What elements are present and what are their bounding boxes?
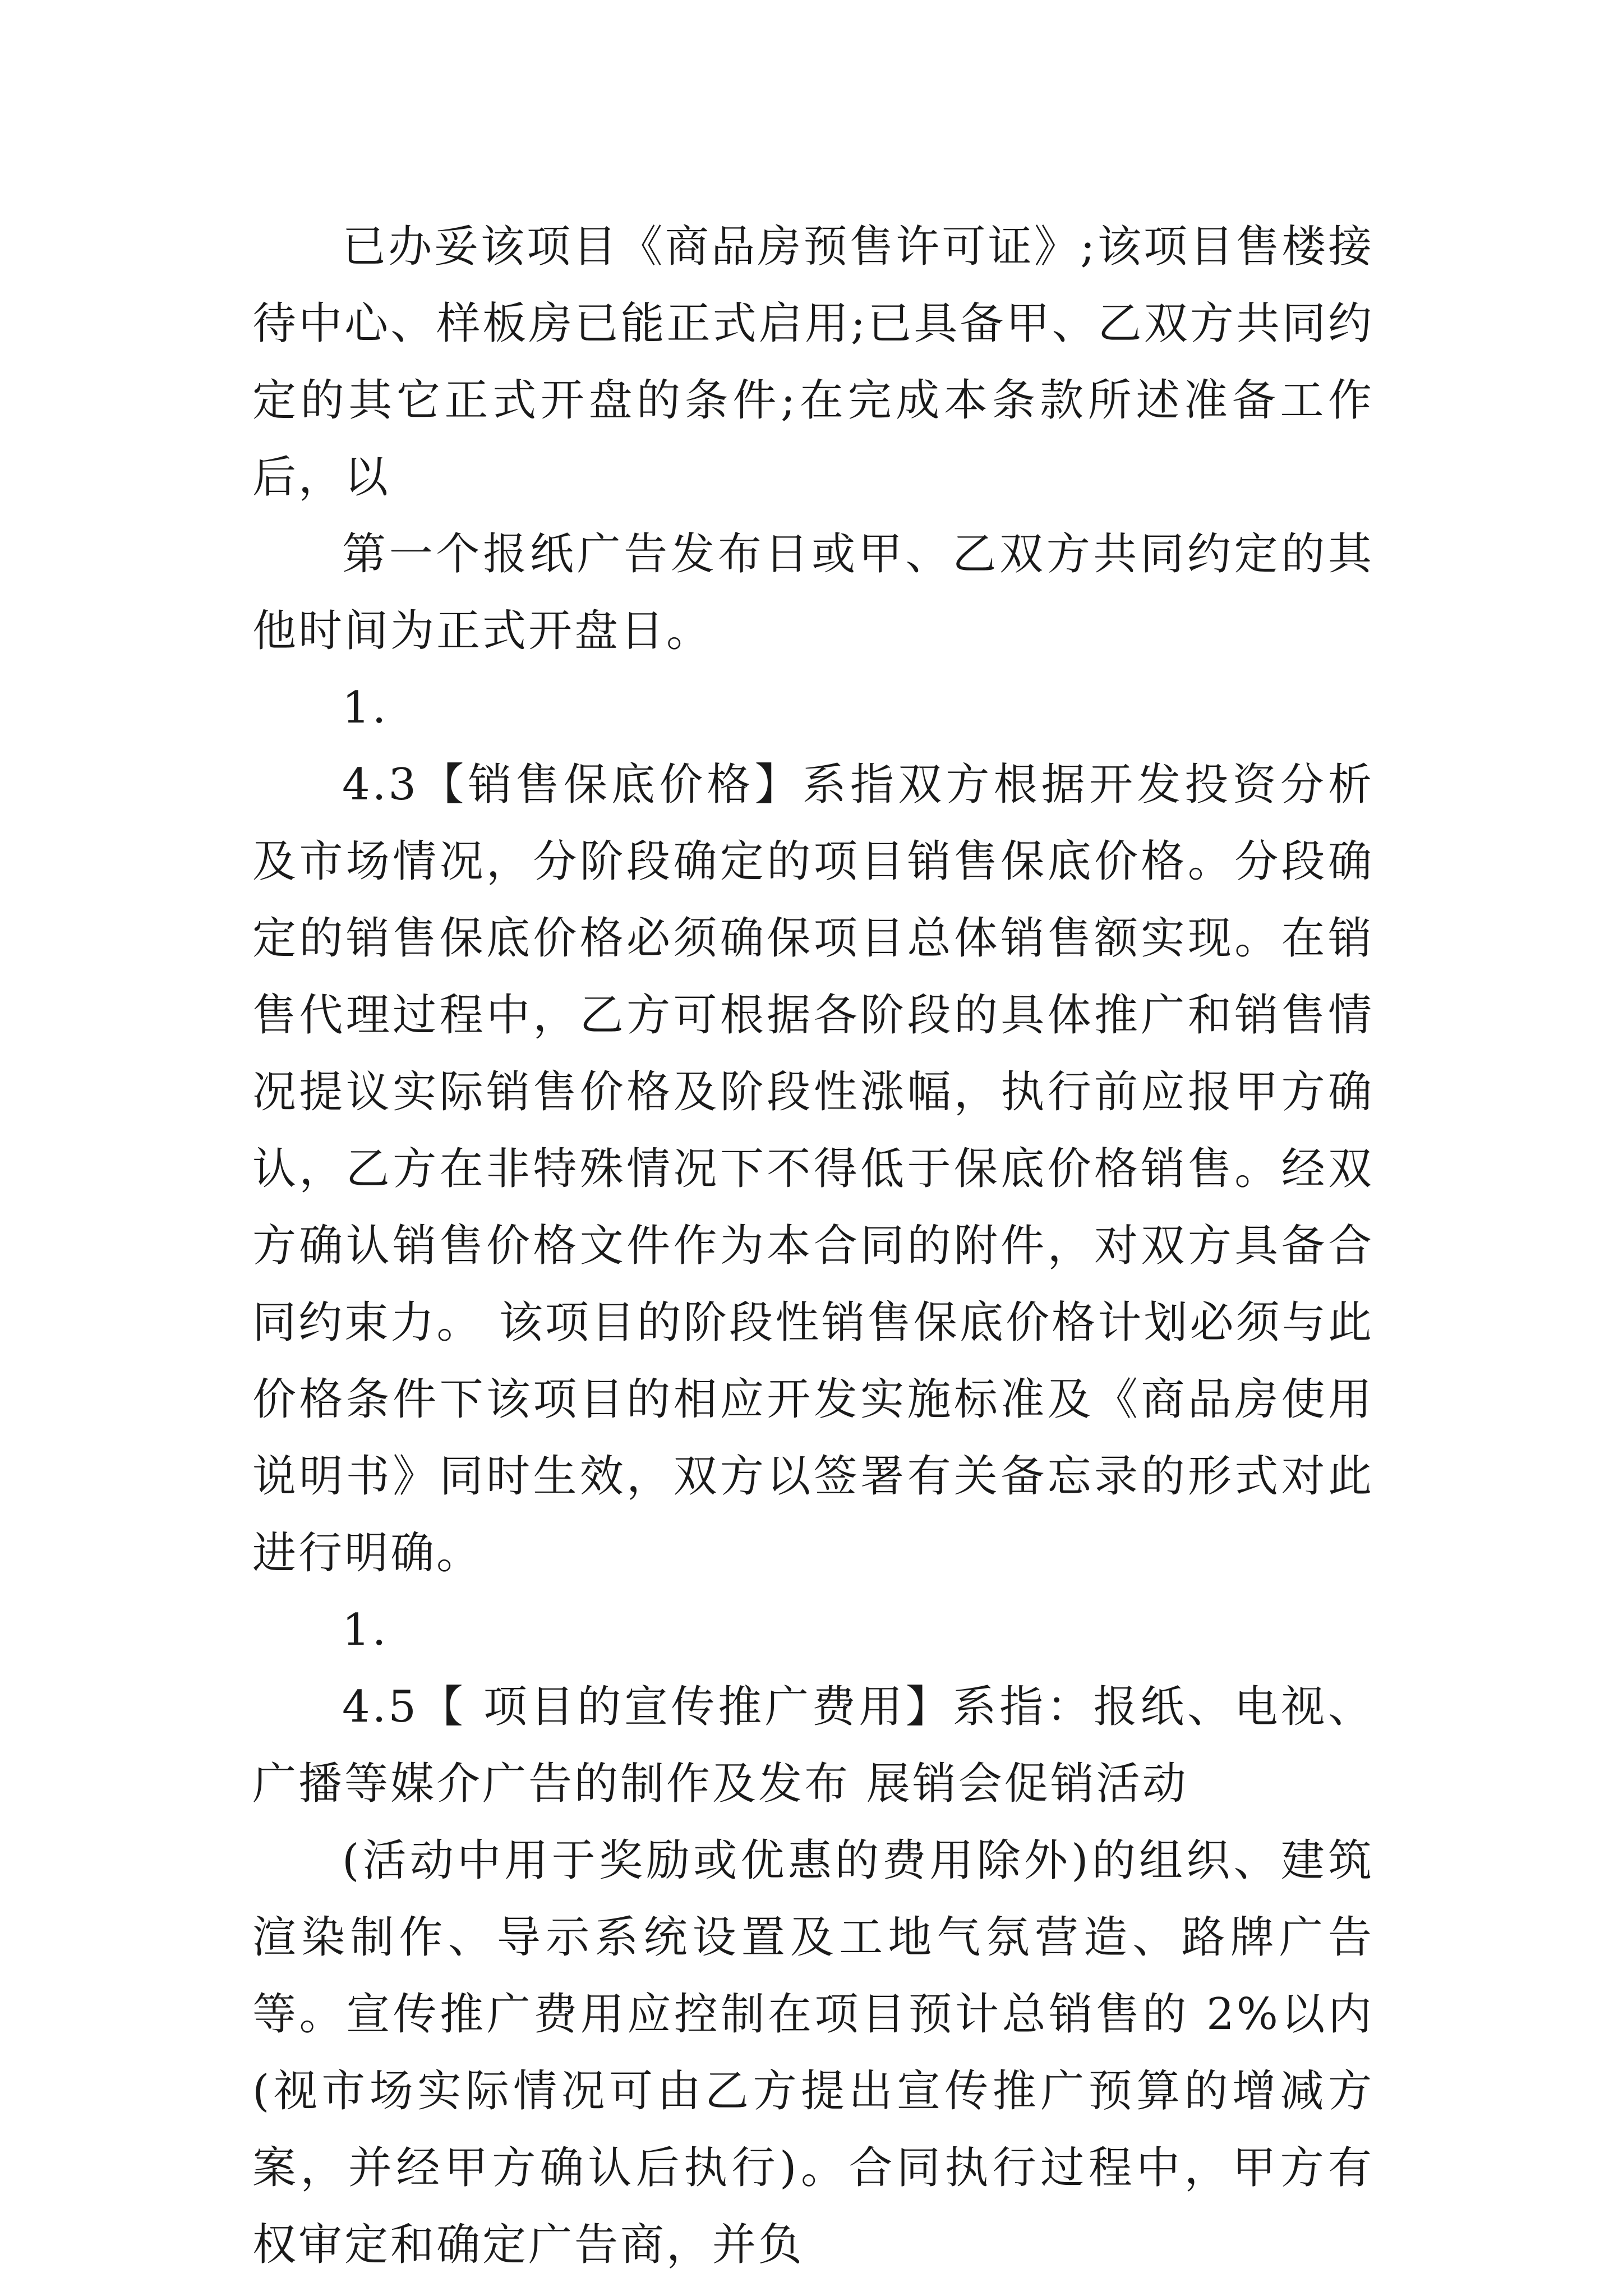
list-number: 1.	[342, 1605, 389, 1655]
paragraph-promotion-costs-detail: (活动中用于奖励或优惠的费用除外)的组织、建筑渲染制作、导示系统设置及工地气氛营造、路牌广告等。宣传推广费用应控制在项目预计总销售的 2%以内(视市场实际情况可由乙方提出宣传推广预算的增减方案，并经甲方确认后执行)。合同执行过程中，甲方有权审定和确定广告商，并负	[252, 1835, 1374, 2270]
paragraph-opening-conditions: 已办妥该项目《商品房预售许可证》;该项目售楼接待中心、样板房已能正式启用;已具备甲、乙双方共同约定的其它正式开盘的条件;在完成本条款所述准备工作后，以	[252, 222, 1374, 503]
paragraph-reserve-price: 4.3【销售保底价格】系指双方根据开发投资分析及市场情况，分阶段确定的项目销售保底价格。分段确定的销售保底价格必须确保项目总体销售额实现。在销售代理过程中，乙方可根据各阶段的具体推广和销售情况提议实际销售价格及阶段性涨幅，执行前应报甲方确认，乙方在非特殊情况下不得低于保底价格销售。经双方确认销售价格文件作为本合同的附件，对双方具备合同约束力。 该项目的阶段性销售保底价格计划必须与此价格条件下该项目的相应开发实施标准及《商品房使用说明书》同时生效，双方以签署有关备忘录的形式对此进行明确。	[252, 760, 1374, 1579]
paragraph-opening-date: 第一个报纸广告发布日或甲、乙双方共同约定的其他时间为正式开盘日。	[252, 529, 1374, 656]
paragraph-promotion-costs-heading: 4.5【 项目的宣传推广费用】系指：报纸、电视、广播等媒介广告的制作及发布 展销会促销活动	[252, 1682, 1374, 1809]
document-body	[252, 209, 1374, 2284]
list-number: 1.	[342, 683, 389, 733]
